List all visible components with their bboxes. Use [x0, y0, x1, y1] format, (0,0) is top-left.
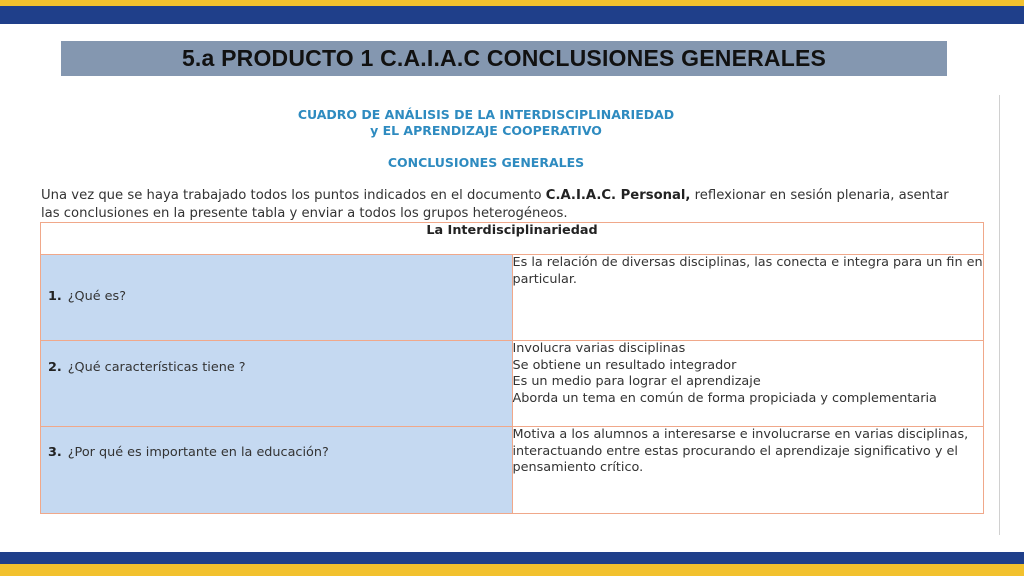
document-subheading: CONCLUSIONES GENERALES: [387, 155, 585, 170]
document-heading-line2: y EL APRENDIZAJE COOPERATIVO: [370, 123, 602, 138]
bottom-yellow-band: [0, 564, 1024, 576]
table-row: [41, 341, 984, 427]
intro-paragraph: [41, 187, 971, 223]
divider-line: [999, 95, 1000, 535]
top-blue-band: [0, 6, 1024, 24]
slide-title: 5.a PRODUCTO 1 C.A.I.A.C CONCLUSIONES GENERALES: [181, 45, 827, 71]
answer-cell: [512, 255, 984, 341]
answer-line: Es un medio para lograr el aprendizaje: [512, 374, 761, 389]
intro-text-end: reflexionar en sesión plenaria, asentar las conclusiones en la presente tabla y enviar a todos los grupos heterogéneos.: [41, 188, 949, 221]
answer-line: Aborda un tema en común de forma propiciada y complementaria: [512, 390, 937, 406]
analysis-table: [40, 222, 984, 514]
answer-line: Se obtiene un resultado integrador: [512, 357, 737, 373]
question-number: 2.: [48, 360, 62, 375]
intro-text-bold: C.A.I.A.C. Personal,: [545, 188, 691, 203]
intro-text-start: Una vez que se haya trabajado todos los puntos indicados en el documento: [41, 188, 546, 203]
question-cell: [41, 427, 513, 514]
answer-cell: [512, 427, 984, 514]
question-cell: [41, 255, 513, 341]
document-heading-line1: CUADRO DE ANÁLISIS DE LA INTERDISCIPLINARIEDAD: [297, 107, 675, 122]
answer-line: Involucra varias disciplinas: [512, 341, 686, 356]
question-text: ¿Qué es?: [67, 289, 127, 304]
table-row: [41, 427, 984, 514]
question-text: ¿Qué características tiene ?: [67, 360, 246, 375]
answer-line: Es la relación de diversas disciplinas, las conecta e integra para un fin en particular.: [512, 255, 983, 287]
slide-title-bar: [61, 41, 947, 76]
question-cell: [41, 341, 513, 427]
table-header: La Interdisciplinariedad: [41, 223, 984, 255]
answer-line: Motiva a los alumnos a interesarse e involucrarse en varias disciplinas, interactuando entre estas procurando el aprendizaje significativo y el pensamiento crítico.: [512, 427, 969, 475]
question-number: 1.: [48, 289, 62, 304]
question-text: ¿Por qué es importante en la educación?: [67, 445, 329, 460]
question-number: 3.: [48, 445, 62, 460]
bottom-blue-band: [0, 552, 1024, 564]
answer-cell: [512, 341, 984, 427]
table-row: [41, 255, 984, 341]
